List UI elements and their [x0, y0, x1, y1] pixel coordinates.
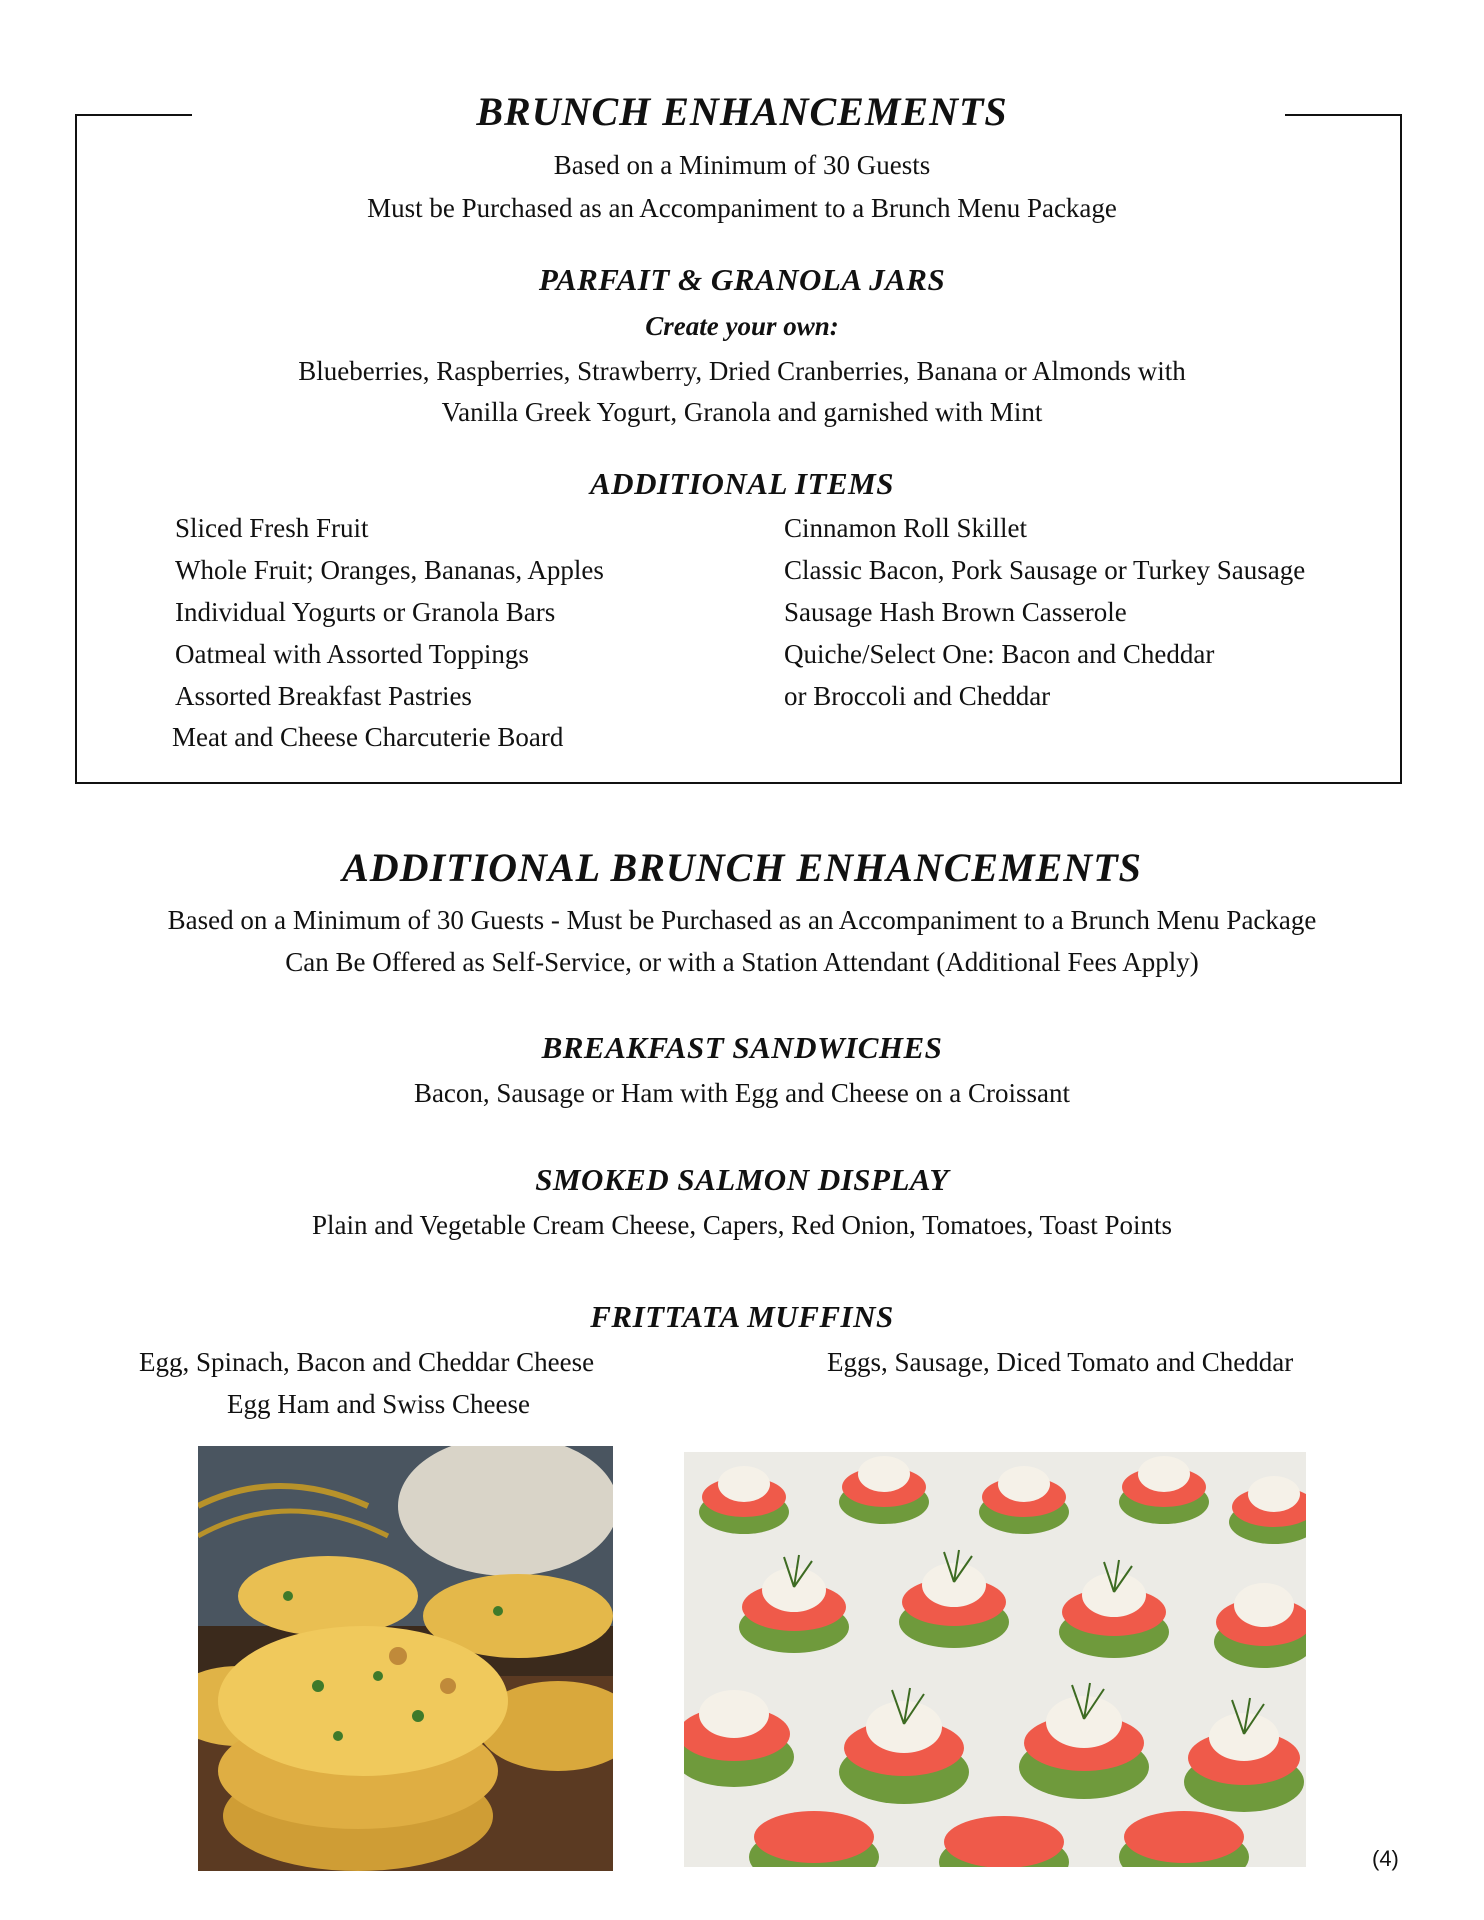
frittata-heading: FRITTATA MUFFINS [590, 1299, 894, 1334]
section1-subtitle-1: Based on a Minimum of 30 Guests [553, 150, 931, 180]
frittata-muffins-photo [198, 1446, 613, 1871]
section1-subtitle-2: Must be Purchased as an Accompaniment to a Brunch Menu Package [367, 193, 1117, 223]
parfait-create-label: Create your own: [645, 311, 839, 341]
list-item: Meat and Cheese Charcuterie Board [172, 722, 564, 752]
section2-subtitle-1: Based on a Minimum of 30 Guests - Must be Purchased as an Accompaniment to a Brunch Menu Package [167, 905, 1317, 935]
salmon-text: Plain and Vegetable Cream Cheese, Capers, Red Onion, Tomatoes, Toast Points [311, 1210, 1173, 1240]
list-item: Sausage Hash Brown Casserole [784, 597, 1127, 627]
frame-bottom-line [75, 782, 1402, 784]
sandwiches-text: Bacon, Sausage or Ham with Egg and Cheese on a Croissant [413, 1078, 1071, 1108]
smoked-salmon-image [684, 1452, 1306, 1867]
smoked-salmon-photo [684, 1452, 1306, 1867]
list-item: Sliced Fresh Fruit [175, 513, 369, 543]
frittata-left-1: Egg, Spinach, Bacon and Cheddar Cheese [139, 1347, 595, 1377]
section2-title: ADDITIONAL BRUNCH ENHANCEMENTS [342, 845, 1142, 890]
frittata-right-1: Eggs, Sausage, Diced Tomato and Cheddar [827, 1347, 1294, 1377]
section2-subtitle-2: Can Be Offered as Self-Service, or with a Station Attendant (Additional Fees Apply) [285, 947, 1199, 977]
page-number: (4) [1372, 1846, 1399, 1871]
frittata-muffins-image [198, 1446, 613, 1871]
section1-title: BRUNCH ENHANCEMENTS [476, 89, 1008, 134]
list-item: Oatmeal with Assorted Toppings [175, 639, 529, 669]
list-item: or Broccoli and Cheddar [784, 681, 1051, 711]
list-item: Classic Bacon, Pork Sausage or Turkey Sausage [784, 555, 1306, 585]
list-item: Individual Yogurts or Granola Bars [175, 597, 556, 627]
list-item: Cinnamon Roll Skillet [784, 513, 1028, 543]
list-item: Quiche/Select One: Bacon and Cheddar [784, 639, 1215, 669]
list-item: Whole Fruit; Oranges, Bananas, Apples [175, 555, 604, 585]
parfait-line-2: Vanilla Greek Yogurt, Granola and garnished with Mint [441, 397, 1043, 427]
additional-items-heading: ADDITIONAL ITEMS [590, 466, 894, 501]
frittata-left-2: Egg Ham and Swiss Cheese [227, 1389, 530, 1419]
list-item: Assorted Breakfast Pastries [175, 681, 472, 711]
parfait-heading: PARFAIT & GRANOLA JARS [538, 262, 946, 297]
salmon-heading: SMOKED SALMON DISPLAY [535, 1162, 949, 1197]
parfait-line-1: Blueberries, Raspberries, Strawberry, Dried Cranberries, Banana or Almonds with [298, 356, 1186, 386]
sandwiches-heading: BREAKFAST SANDWICHES [541, 1030, 943, 1065]
